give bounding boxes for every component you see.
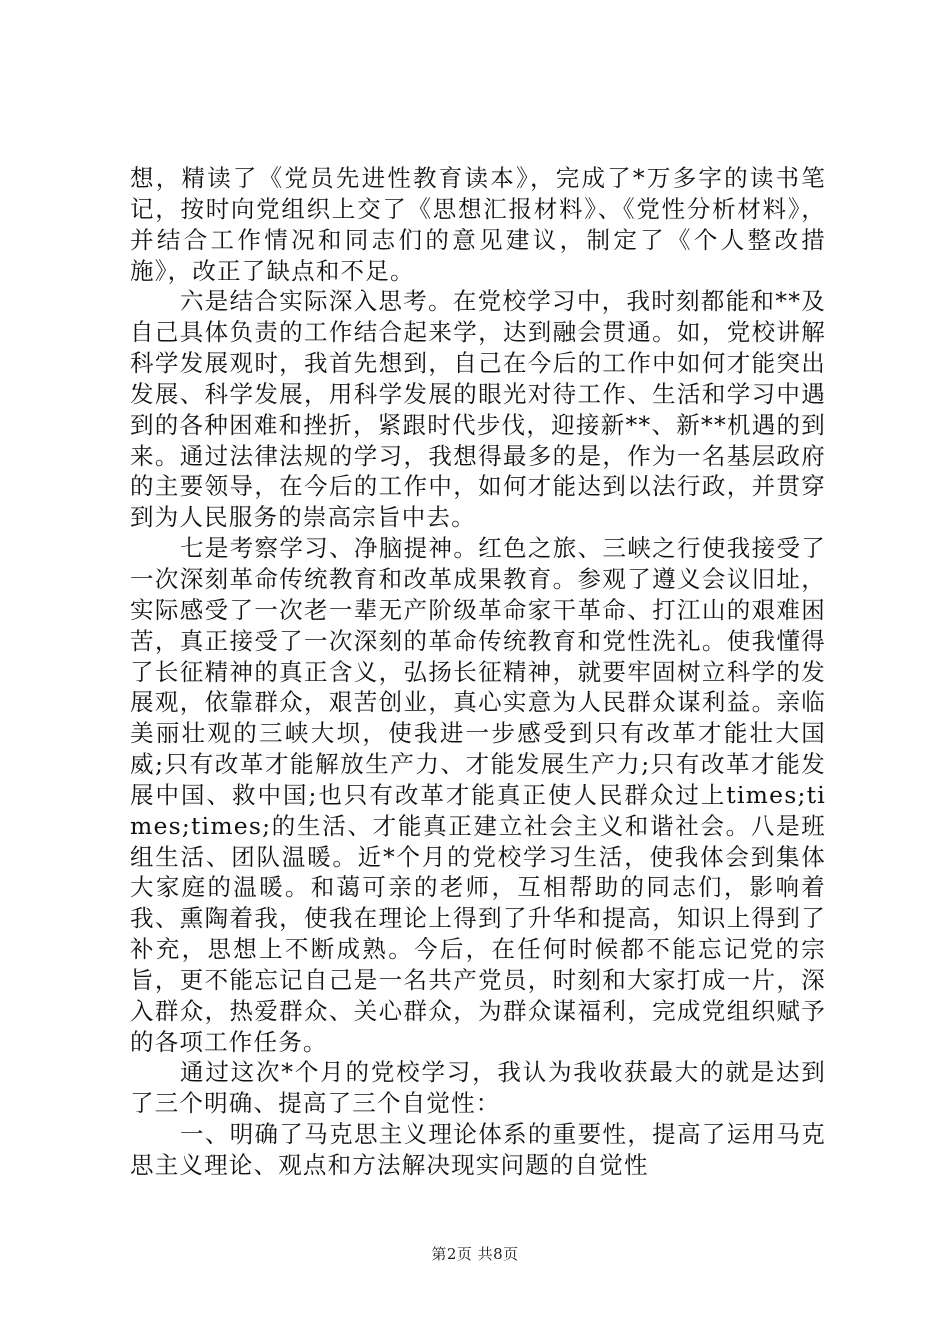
page-number-footer: 第2页 共8页: [431, 1245, 519, 1263]
paragraph-point-seven: 七是考察学习、净脑提神。红色之旅、三峡之行使我接受了一次深刻革命传统教育和改革成果教育。参观了遵义会议旧址，实际感受了一次老一辈无产阶级革命家干革命、打江山的艰难困苦，真正接受了一次深刻的革命传统教育和党性洗礼。使我懂得了长征精神的真正含义，弘扬长征精神，就要牢固树立科学的发展观，依靠群众，艰苦创业，真心实意为人民群众谋利益。亲临美丽壮观的三峡大坝，使我进一步感受到只有改革才能壮大国威;只有改革才能解放生产力、才能发展生产力;只有改革才能发展中国、救中国;也只有改革才能真正使人民群众过上times;times;times;的生活、才能真正建立社会主义和谐社会。八是班组生活、团队温暖。近*个月的党校学习生活，使我体会到集体大家庭的温暖。和蔼可亲的老师，互相帮助的同志们，影响着我、熏陶着我，使我在理论上得到了升华和提高，知识上得到了补充，思想上不断成熟。今后，在任何时候都不能忘记党的宗旨，更不能忘记自己是一名共产党员，时刻和大家打成一片，深入群众，热爱群众、关心群众，为群众谋福利，完成党组织赋予的各项工作任务。: [130, 534, 826, 1056]
paragraph-point-six: 六是结合实际深入思考。在党校学习中，我时刻都能和**及自己具体负责的工作结合起来学，达到融会贯通。如，党校讲解科学发展观时，我首先想到，自己在今后的工作中如何才能突出发展、科学发展，用科学发展的眼光对待工作、生活和学习中遇到的各种困难和挫折，紧跟时代步伐，迎接新**、新**机遇的到来。通过法律法规的学习，我想得最多的是，作为一名基层政府的主要领导，在今后的工作中，如何才能达到以法行政，并贯穿到为人民服务的崇高宗旨中去。: [130, 287, 826, 532]
document-body: [130, 163, 826, 1181]
paragraph-summary: 通过这次*个月的党校学习，我认为我收获最大的就是达到了三个明确、提高了三个自觉性：: [130, 1058, 826, 1118]
paragraph-item-one: 一、明确了马克思主义理论体系的重要性，提高了运用马克思主义理论、观点和方法解决现实问题的自觉性: [130, 1120, 826, 1179]
paragraph-continued: 想，精读了《党员先进性教育读本》，完成了*万多字的读书笔记，按时向党组织上交了《思想汇报材料》、《党性分析材料》，并结合工作情况和同志们的意见建议，制定了《个人整改措施》，改正了缺点和不足。: [130, 164, 826, 285]
